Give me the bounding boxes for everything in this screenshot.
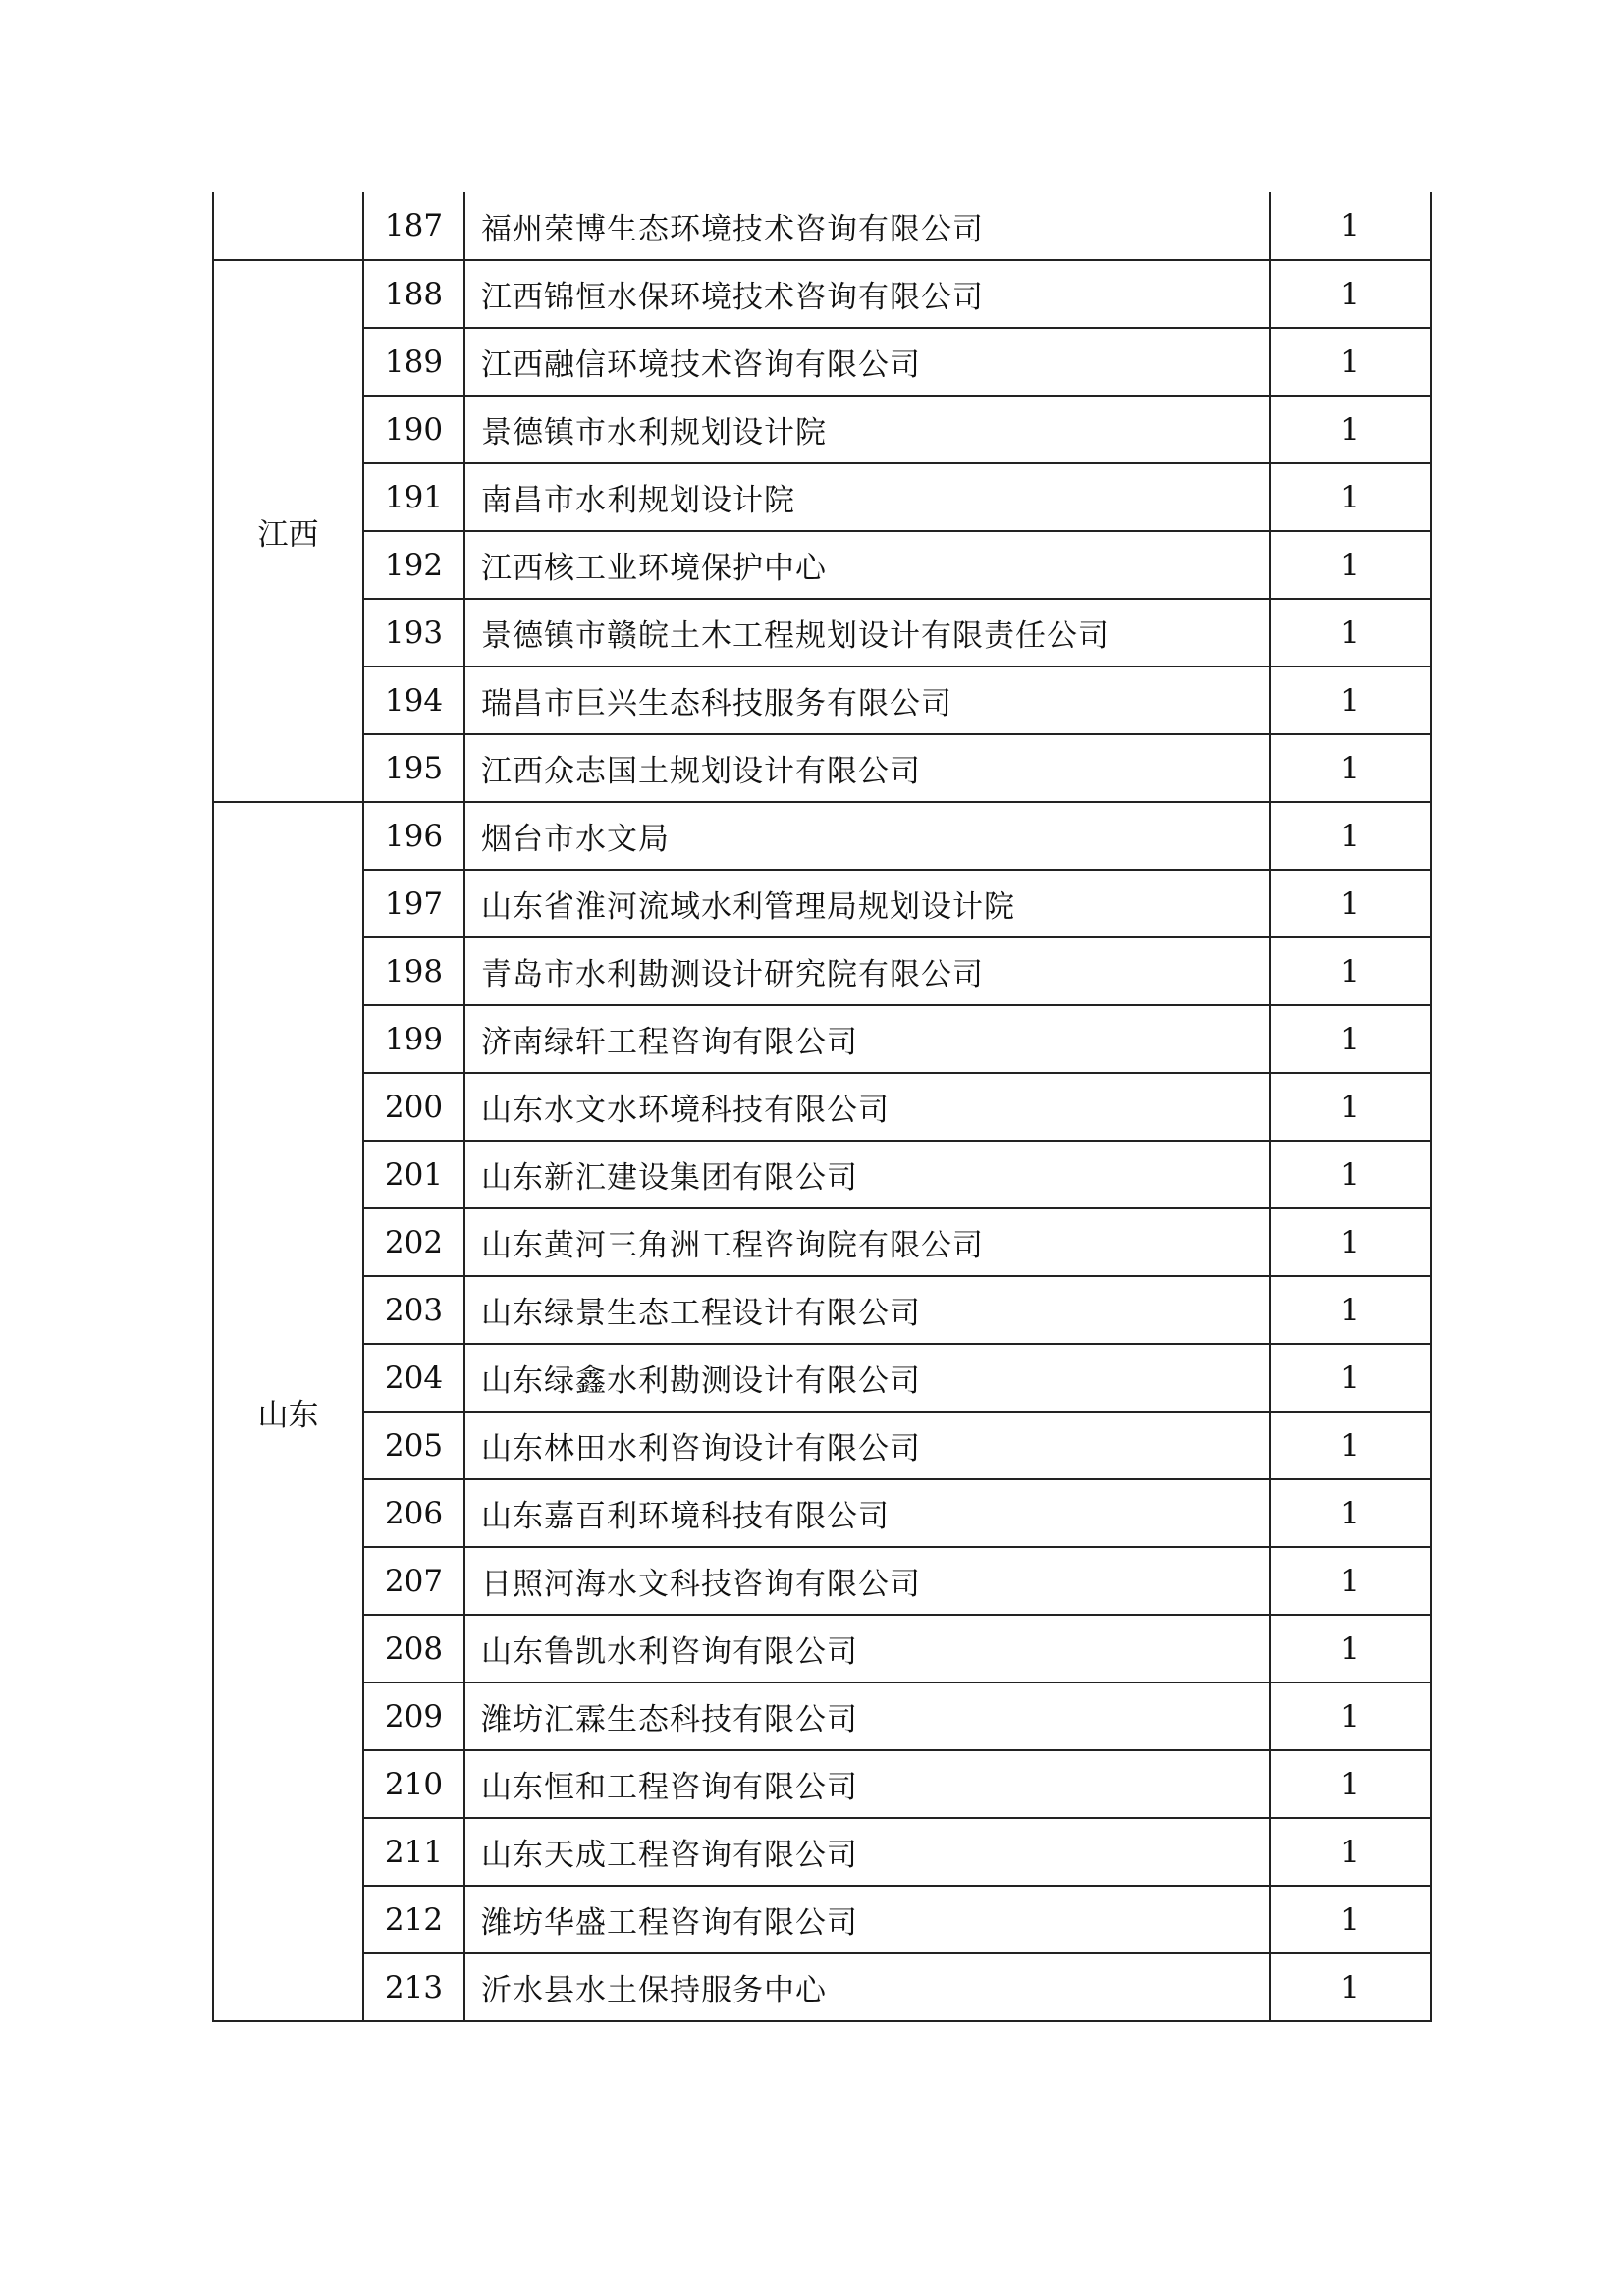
table-row	[213, 734, 1431, 802]
table-row	[213, 1005, 1431, 1073]
count-cell: 1	[1270, 1547, 1431, 1615]
company-name-cell: 景德镇市水利规划设计院	[464, 396, 1270, 463]
row-number-cell: 206	[363, 1479, 464, 1547]
row-number-cell: 203	[363, 1276, 464, 1344]
company-name-cell: 山东省淮河流域水利管理局规划设计院	[464, 870, 1270, 937]
count-cell: 1	[1270, 463, 1431, 531]
table-row	[213, 463, 1431, 531]
company-name-cell: 山东新汇建设集团有限公司	[464, 1141, 1270, 1208]
table-row	[213, 1682, 1431, 1750]
company-name-cell: 潍坊华盛工程咨询有限公司	[464, 1886, 1270, 1953]
company-name-cell: 沂水县水土保持服务中心	[464, 1953, 1270, 2021]
region-cell	[213, 192, 363, 260]
company-name-cell: 山东林田水利咨询设计有限公司	[464, 1412, 1270, 1479]
table-row	[213, 1412, 1431, 1479]
row-number-cell: 189	[363, 328, 464, 396]
table-row	[213, 1208, 1431, 1276]
company-name-cell: 福州荣博生态环境技术咨询有限公司	[464, 192, 1270, 260]
row-number-cell: 190	[363, 396, 464, 463]
table-row	[213, 396, 1431, 463]
company-table	[212, 192, 1432, 2022]
row-number-cell: 199	[363, 1005, 464, 1073]
table-row	[213, 1479, 1431, 1547]
table-row	[213, 260, 1431, 328]
row-number-cell: 212	[363, 1886, 464, 1953]
table-row	[213, 599, 1431, 667]
company-name-cell: 烟台市水文局	[464, 802, 1270, 870]
company-name-cell: 青岛市水利勘测设计研究院有限公司	[464, 937, 1270, 1005]
count-cell: 1	[1270, 870, 1431, 937]
row-number-cell: 187	[363, 192, 464, 260]
table-row	[213, 1073, 1431, 1141]
count-cell: 1	[1270, 1276, 1431, 1344]
row-number-cell: 204	[363, 1344, 464, 1412]
company-table-body	[213, 192, 1431, 2021]
company-name-cell: 潍坊汇霖生态科技有限公司	[464, 1682, 1270, 1750]
company-name-cell: 江西锦恒水保环境技术咨询有限公司	[464, 260, 1270, 328]
count-cell: 1	[1270, 1886, 1431, 1953]
table-row	[213, 531, 1431, 599]
count-cell: 1	[1270, 1005, 1431, 1073]
table-row	[213, 667, 1431, 734]
table-row	[213, 1141, 1431, 1208]
row-number-cell: 213	[363, 1953, 464, 2021]
row-number-cell: 192	[363, 531, 464, 599]
company-name-cell: 南昌市水利规划设计院	[464, 463, 1270, 531]
count-cell: 1	[1270, 1479, 1431, 1547]
count-cell: 1	[1270, 1141, 1431, 1208]
company-name-cell: 山东绿景生态工程设计有限公司	[464, 1276, 1270, 1344]
row-number-cell: 200	[363, 1073, 464, 1141]
company-name-cell: 山东恒和工程咨询有限公司	[464, 1750, 1270, 1818]
count-cell: 1	[1270, 1615, 1431, 1682]
row-number-cell: 197	[363, 870, 464, 937]
row-number-cell: 195	[363, 734, 464, 802]
count-cell: 1	[1270, 531, 1431, 599]
company-name-cell: 景德镇市赣皖土木工程规划设计有限责任公司	[464, 599, 1270, 667]
company-name-cell: 山东天成工程咨询有限公司	[464, 1818, 1270, 1886]
company-name-cell: 山东嘉百利环境科技有限公司	[464, 1479, 1270, 1547]
company-name-cell: 江西众志国土规划设计有限公司	[464, 734, 1270, 802]
row-number-cell: 201	[363, 1141, 464, 1208]
table-row	[213, 1818, 1431, 1886]
count-cell: 1	[1270, 667, 1431, 734]
count-cell: 1	[1270, 1750, 1431, 1818]
count-cell: 1	[1270, 260, 1431, 328]
count-cell: 1	[1270, 1344, 1431, 1412]
count-cell: 1	[1270, 328, 1431, 396]
count-cell: 1	[1270, 1073, 1431, 1141]
row-number-cell: 205	[363, 1412, 464, 1479]
row-number-cell: 207	[363, 1547, 464, 1615]
count-cell: 1	[1270, 937, 1431, 1005]
table-row	[213, 870, 1431, 937]
company-name-cell: 日照河海水文科技咨询有限公司	[464, 1547, 1270, 1615]
company-name-cell: 江西融信环境技术咨询有限公司	[464, 328, 1270, 396]
count-cell: 1	[1270, 802, 1431, 870]
company-name-cell: 瑞昌市巨兴生态科技服务有限公司	[464, 667, 1270, 734]
count-cell: 1	[1270, 734, 1431, 802]
count-cell: 1	[1270, 1412, 1431, 1479]
company-name-cell: 济南绿轩工程咨询有限公司	[464, 1005, 1270, 1073]
table-row	[213, 1547, 1431, 1615]
row-number-cell: 211	[363, 1818, 464, 1886]
table-row	[213, 1344, 1431, 1412]
row-number-cell: 198	[363, 937, 464, 1005]
count-cell: 1	[1270, 599, 1431, 667]
table-row	[213, 1750, 1431, 1818]
table-row	[213, 1953, 1431, 2021]
count-cell: 1	[1270, 1818, 1431, 1886]
table-row	[213, 802, 1431, 870]
row-number-cell: 194	[363, 667, 464, 734]
count-cell: 1	[1270, 396, 1431, 463]
company-name-cell: 山东鲁凯水利咨询有限公司	[464, 1615, 1270, 1682]
row-number-cell: 191	[363, 463, 464, 531]
table-row	[213, 1615, 1431, 1682]
count-cell: 1	[1270, 192, 1431, 260]
region-cell: 江西	[213, 260, 363, 802]
row-number-cell: 210	[363, 1750, 464, 1818]
company-name-cell: 江西核工业环境保护中心	[464, 531, 1270, 599]
row-number-cell: 202	[363, 1208, 464, 1276]
table-row	[213, 192, 1431, 260]
row-number-cell: 196	[363, 802, 464, 870]
row-number-cell: 209	[363, 1682, 464, 1750]
table-row	[213, 937, 1431, 1005]
count-cell: 1	[1270, 1208, 1431, 1276]
table-row	[213, 328, 1431, 396]
table-row	[213, 1886, 1431, 1953]
row-number-cell: 208	[363, 1615, 464, 1682]
region-cell: 山东	[213, 802, 363, 2021]
row-number-cell: 193	[363, 599, 464, 667]
count-cell: 1	[1270, 1682, 1431, 1750]
count-cell: 1	[1270, 1953, 1431, 2021]
company-name-cell: 山东绿鑫水利勘测设计有限公司	[464, 1344, 1270, 1412]
company-name-cell: 山东水文水环境科技有限公司	[464, 1073, 1270, 1141]
row-number-cell: 188	[363, 260, 464, 328]
table-row	[213, 1276, 1431, 1344]
company-name-cell: 山东黄河三角洲工程咨询院有限公司	[464, 1208, 1270, 1276]
